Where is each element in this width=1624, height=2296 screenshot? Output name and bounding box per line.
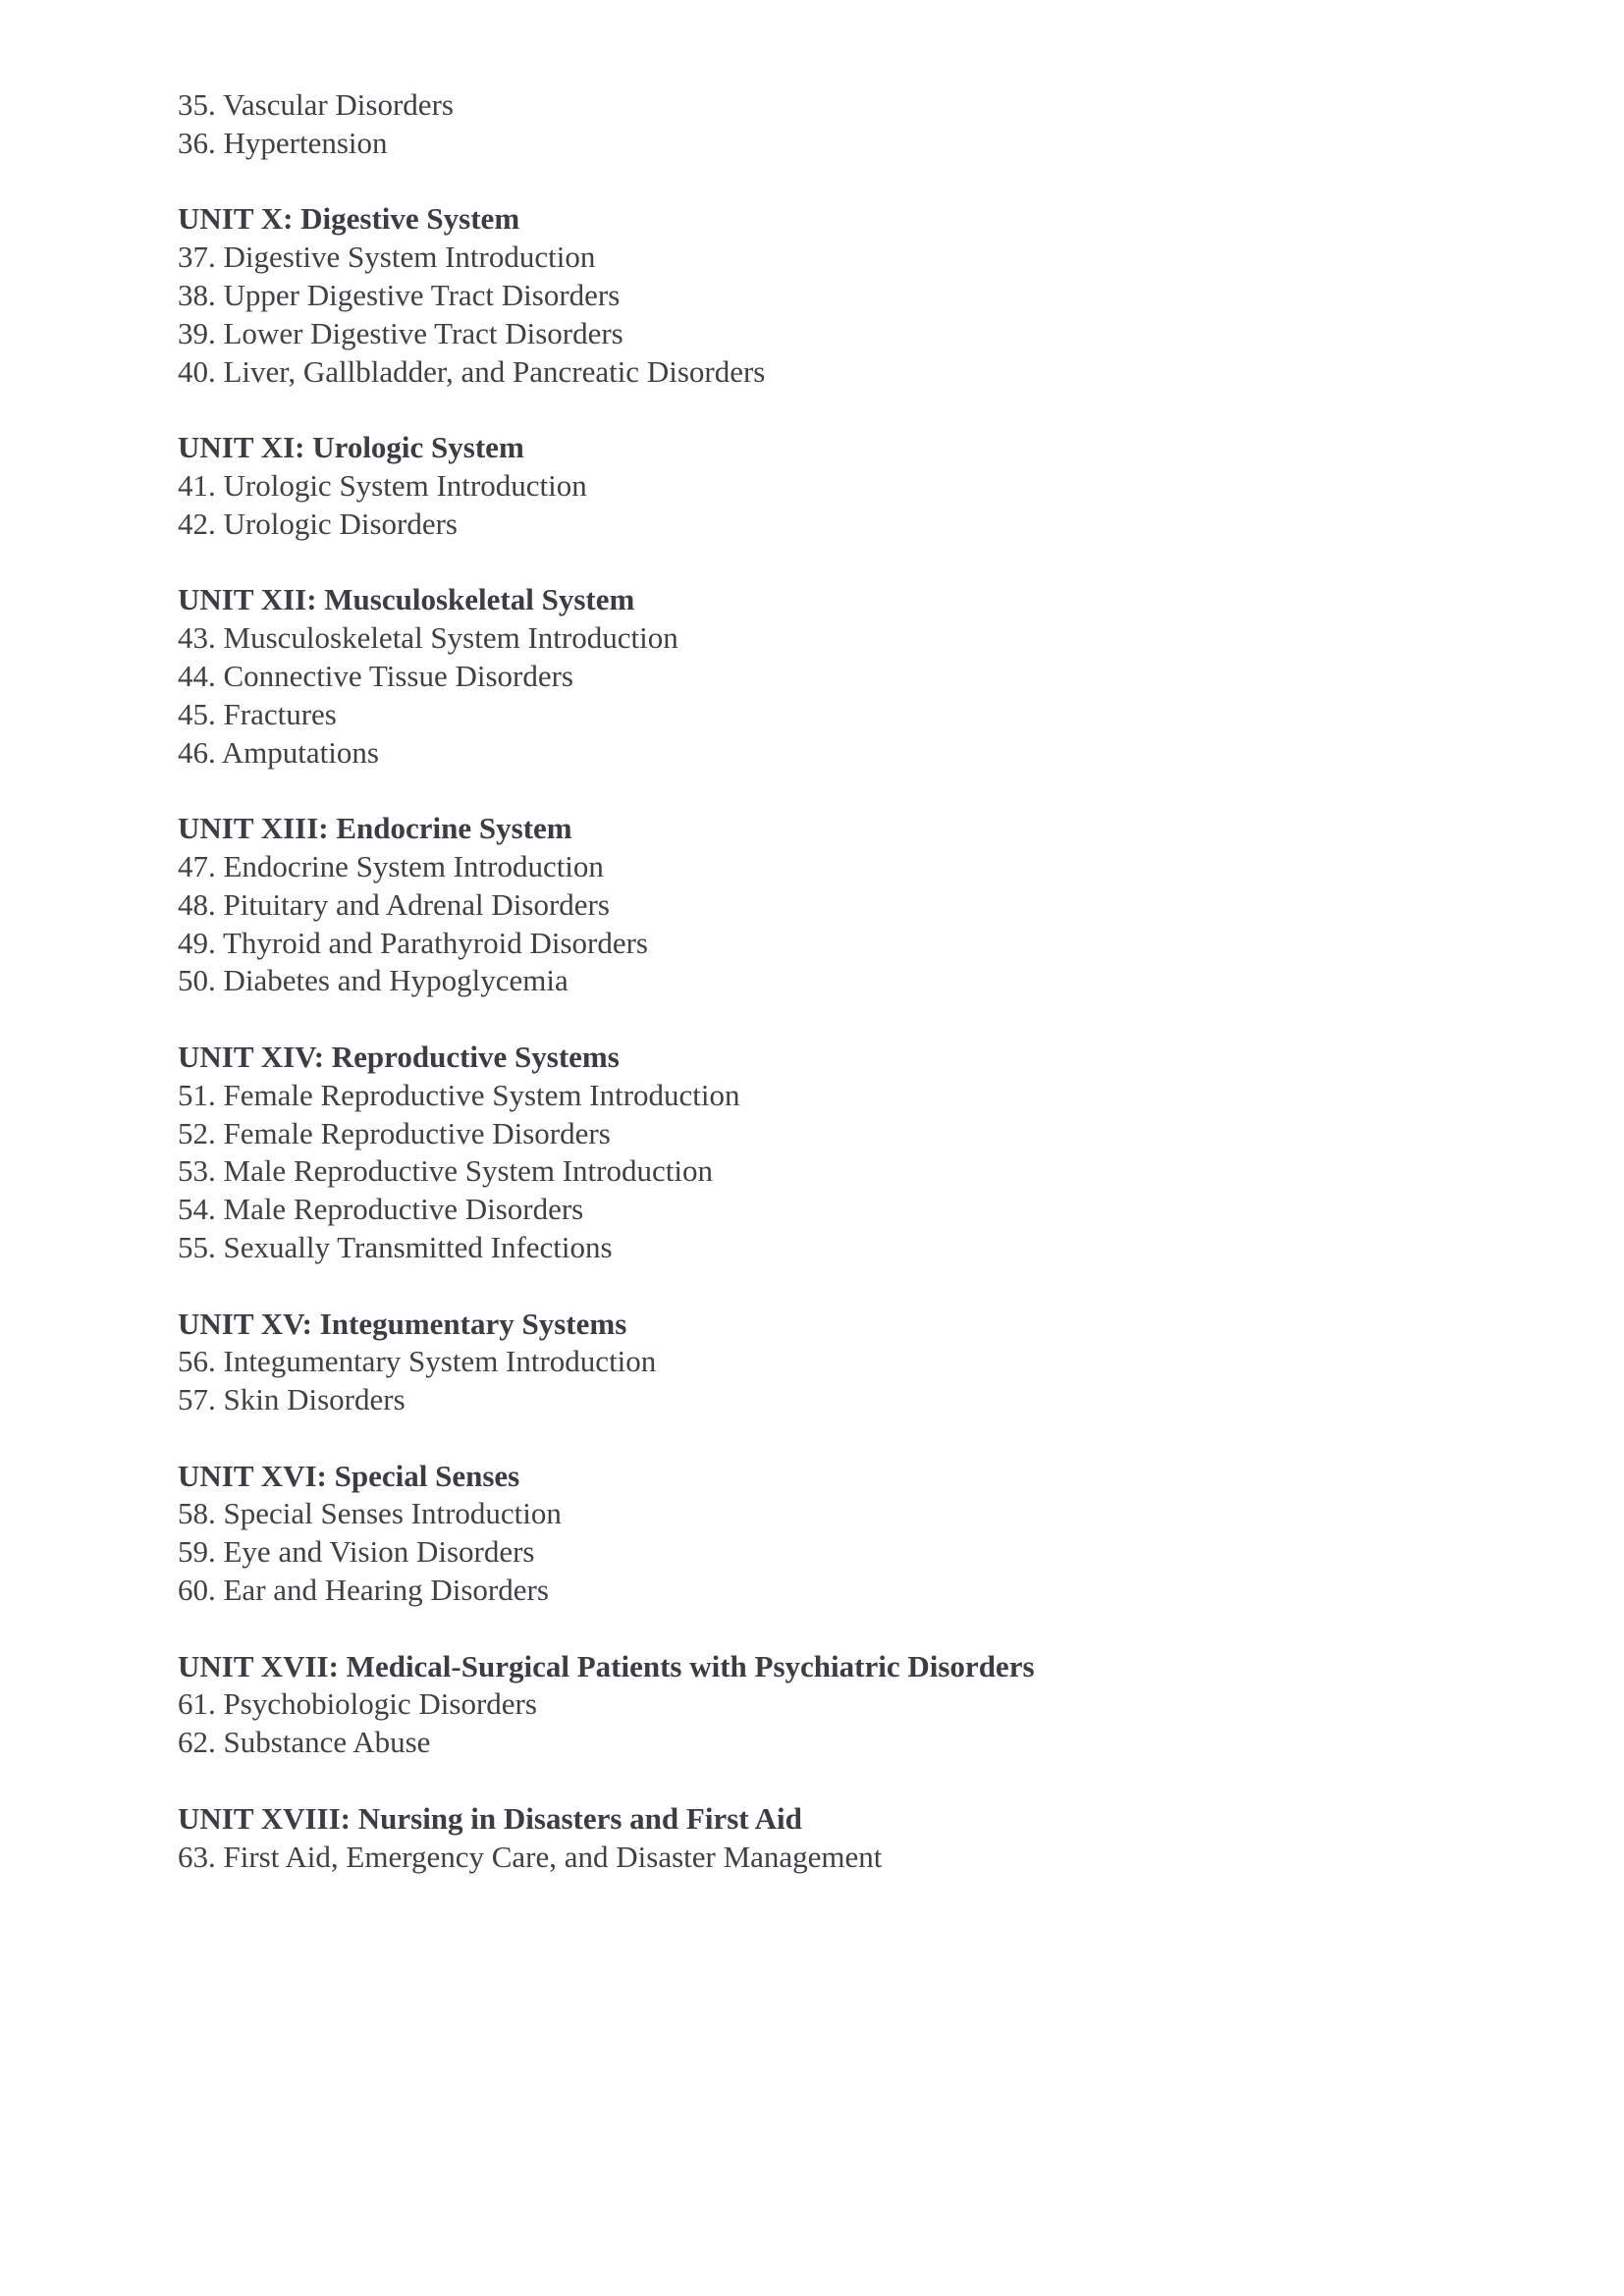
unit-heading: UNIT XI: Urologic System [178,430,524,465]
list-item: 47. Endocrine System Introduction [178,848,604,883]
list-item: 52. Female Reproductive Disorders [178,1115,611,1150]
list-item: 53. Male Reproductive System Introduction [178,1153,713,1189]
spacer [178,1419,1454,1458]
spacer [178,1610,1454,1648]
list-item: 37. Digestive System Introduction [178,240,596,275]
unit-heading: UNIT XVIII: Nursing in Disasters and First Aid [178,1800,802,1836]
list-item: 60. Ear and Hearing Disorders [178,1573,549,1608]
list-item: 41. Urologic System Introduction [178,467,587,503]
list-item: 54. Male Reproductive Disorders [178,1192,584,1227]
list-item: 46. Amputations [178,734,379,770]
list-item: 39. Lower Digestive Tract Disorders [178,315,623,350]
list-item: 55. Sexually Transmitted Infections [178,1229,613,1264]
unit-heading: UNIT XII: Musculoskeletal System [178,582,635,617]
spacer [178,1000,1454,1039]
document-page [178,86,1454,1876]
list-item: 51. Female Reproductive System Introduction [178,1077,740,1112]
spacer [178,772,1454,810]
list-item: 56. Integumentary System Introduction [178,1344,657,1379]
list-item: 42. Urologic Disorders [178,506,458,541]
list-item: 44. Connective Tissue Disorders [178,658,573,693]
spacer [178,1267,1454,1306]
list-item: 43. Musculoskeletal System Introduction [178,620,678,656]
list-item: 62. Substance Abuse [178,1725,431,1760]
list-item: 50. Diabetes and Hypoglycemia [178,963,568,998]
list-item: 59. Eye and Vision Disorders [178,1534,535,1570]
unit-heading: UNIT XIII: Endocrine System [178,811,572,846]
unit-heading: UNIT X: Digestive System [178,201,520,237]
list-item: 58. Special Senses Introduction [178,1496,562,1531]
list-item: 35. Vascular Disorders [178,87,454,122]
spacer [178,391,1454,429]
list-item: 57. Skin Disorders [178,1382,406,1417]
unit-heading: UNIT XVI: Special Senses [178,1458,520,1493]
spacer [178,163,1454,201]
list-item: 49. Thyroid and Parathyroid Disorders [178,925,648,960]
spacer [178,1762,1454,1800]
list-item: 40. Liver, Gallbladder, and Pancreatic Disorders [178,353,766,389]
list-item: 36. Hypertension [178,125,388,160]
unit-heading: UNIT XV: Integumentary Systems [178,1306,627,1341]
list-item: 38. Upper Digestive Tract Disorders [178,277,621,312]
list-item: 63. First Aid, Emergency Care, and Disaster Management [178,1839,883,1874]
list-item: 48. Pituitary and Adrenal Disorders [178,886,610,922]
list-item: 61. Psychobiologic Disorders [178,1686,537,1722]
unit-heading: UNIT XVII: Medical-Surgical Patients with Psychiatric Disorders [178,1648,1035,1683]
spacer [178,544,1454,582]
unit-heading: UNIT XIV: Reproductive Systems [178,1039,620,1074]
list-item: 45. Fractures [178,696,337,731]
